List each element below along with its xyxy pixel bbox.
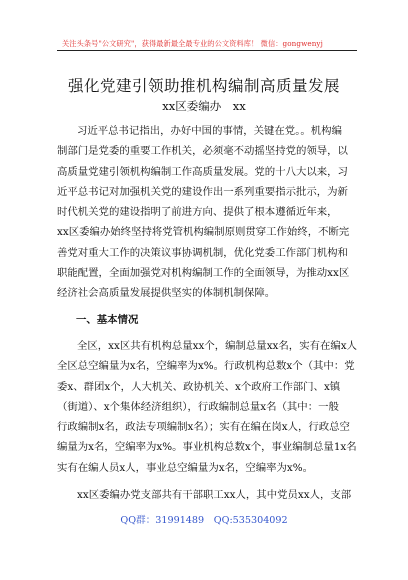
paragraph-line: 时代机关党的建设指明了前进方向、提供了根本遵循近年来， xyxy=(57,206,338,219)
paragraph-line: 实有在编人员x人，事业总空编量为x名，空编率为x%。 xyxy=(57,461,314,474)
paragraph-line: 经济社会高质量发展提供坚实的体制机制保障。 xyxy=(57,287,276,300)
header-divider xyxy=(57,50,357,51)
paragraph-line: 全区，xx区共有机构总量xx个，编制总量xx名，实有在编x人 xyxy=(77,340,358,352)
document-title: 强化党建引领助推机构编制高质量发展 xyxy=(67,77,340,95)
paragraph-line: 委x、群团x个，人大机关、政协机关、x个政府工作部门、x镇 xyxy=(57,380,341,393)
paragraph-line: 职能配置，全面加强党对机构编制工作的全面领导，为推动xx区 xyxy=(57,267,350,280)
paragraph-line: xx区委编办始终坚持将党管机构编制原则贯穿工作始终，不断完 xyxy=(57,226,350,239)
paragraph-line: xx区委编办党支部共有干部职工xx人，其中党员xx人，支部 xyxy=(77,489,352,501)
paragraph-line: 编量为x名，空编率为x%。事业机构总数x个，事业编制总量1x名 xyxy=(57,441,357,454)
paragraph-line: 全区总空编量为x名，空编率为x%。行政机构总数x个（其中：党 xyxy=(57,360,355,373)
paragraph-line: 制部门是党委的重要工作机关，必须毫不动摇坚持党的领导，以 xyxy=(57,145,348,158)
paragraph-line: 习近平总书记指出，办好中国的事情，关键在党。。机构编 xyxy=(77,125,342,137)
basic-info-paragraph xyxy=(57,336,361,478)
paragraph-line: 近平总书记对加强机关党的建设作出一系列重要指示批示，为新 xyxy=(57,185,348,198)
header-note: 关注头条号"公文研究"，获得最新最全最专业的公文资料库！ 微信：gongwenyj xyxy=(62,39,323,48)
document-author: xx区委编办 xx xyxy=(162,99,246,113)
paragraph-line: 行政编制x名，政法专项编制x名）；实有在编在岗x人，行政总空 xyxy=(57,421,350,434)
paragraph-line: （街道）、x个集体经济组织），行政编制总量x名（其中：一般 xyxy=(57,400,339,413)
paragraph-line: 善党对重大工作的决策议事协调机制，优化党委工作部门机构和 xyxy=(57,246,348,259)
party-branch-paragraph xyxy=(57,485,361,505)
paragraph-line: 高质量党建引领机构编制工作高质量发展。党的十八大以来，习 xyxy=(57,165,348,178)
footer-qq-contact: QQ群：31991489 QQ:535304092 xyxy=(120,515,288,526)
intro-paragraph xyxy=(57,121,361,304)
section-heading: 一、基本情况 xyxy=(76,314,139,326)
